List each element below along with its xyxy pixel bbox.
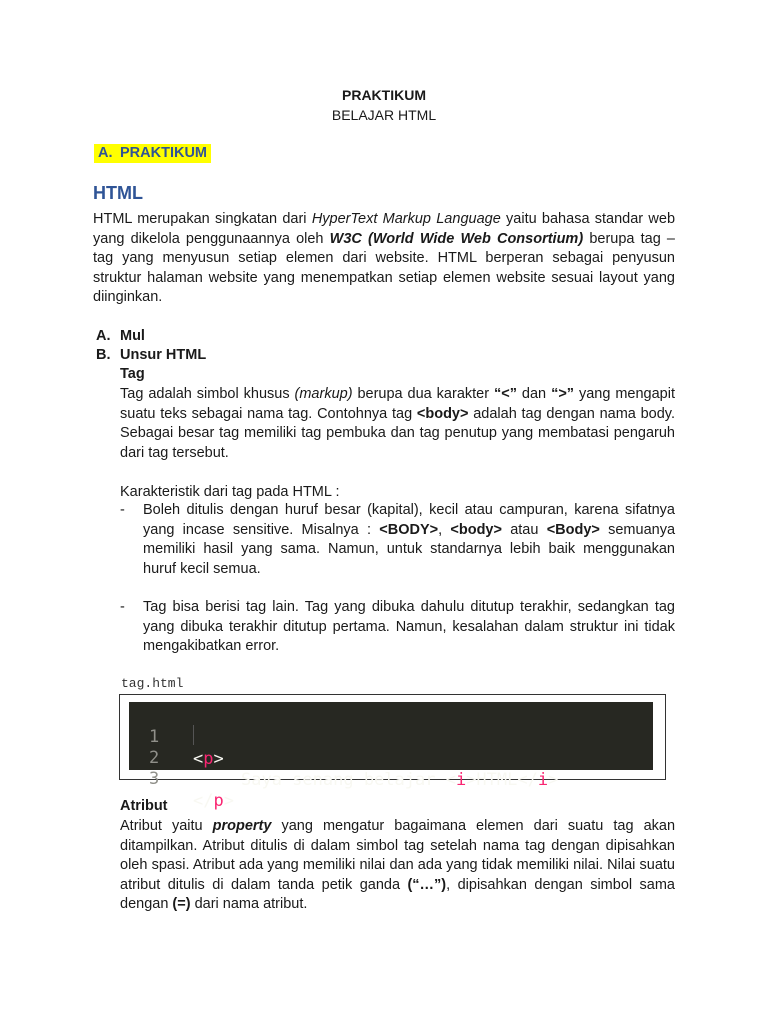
html-heading: HTML [93,183,143,203]
intro-text-1: HTML merupakan singkatan dari [93,211,312,227]
document-subtitle: BELAJAR HTML [331,107,437,123]
document-title: PRAKTIKUM [342,87,426,103]
section-heading-praktikum [94,144,211,163]
tag-gt-char: “>” [551,386,575,402]
item1-text-1: Boleh ditulis dengan huruf besar (kapital), kecil atau campuran, karena sifatnya yang incase sensitive. Misalnya : [143,502,675,538]
list-label: Mul [120,328,145,344]
list-letter: A. [96,328,111,344]
code-token: > [223,791,234,811]
list-letter: B. [96,347,111,363]
code-tag-name: i [455,770,467,790]
code-filename: tag.html [121,676,184,691]
characteristic-item-2 [120,598,675,658]
code-token: > [213,749,224,769]
tag-text-2: berupa dua karakter [352,386,495,402]
list-label: Unsur HTML [120,347,207,363]
characteristics-intro: Karakteristik dari tag pada HTML : [120,484,340,500]
code-tag-name: p [213,791,224,811]
line-number: 1 [149,727,160,747]
list-item-a [96,328,145,344]
code-line-1 [129,704,224,769]
bullet-dash: - [120,599,125,615]
list-item-b [96,347,206,363]
intro-text-2: yaitu bahasa standar web yang dikelola penggunaannya oleh [93,211,676,247]
attr-quote-example: (“…”) [407,876,447,893]
code-line-2 [129,725,559,790]
tag-text-3: dan [516,386,552,402]
code-token: Saya senang belajar < [241,770,456,790]
tag-body-example: <body> [416,405,469,422]
section-number: A. [98,145,113,161]
characteristic-item-1 [120,501,675,581]
item1-comma: , [438,521,451,538]
intro-w3c-term: W3C (World Wide Web Consortium) [329,230,584,247]
item1-lower-body: <body> [450,521,502,538]
item1-text-2: semuanya memiliki hasil yang sama. Namun, untuk standarnya lebih baik menggunakan huruf kecil semua. [143,521,676,577]
characteristic-text-1 [143,501,675,579]
code-text [241,769,558,791]
intro-paragraph [93,210,675,308]
attr-property-term: property [212,818,272,834]
attribute-paragraph [120,817,675,915]
code-tag-name: p [203,749,214,769]
characteristic-text-2: Tag bisa berisi tag lain. Tag yang dibuka dahulu ditutup terakhir, sedangkan tag yang dibuka terakhir ditutup pertama. Namun, kesalahan dalam struktur ini tidak mengakibatkan error. [143,599,675,654]
tag-heading: Tag [120,366,145,382]
tag-lt-char: “<” [494,386,517,402]
attr-text-1: Atribut yaitu [120,818,213,834]
attr-equals-example: (=) [172,896,191,912]
code-token: > [548,770,559,790]
code-token: </ [193,791,214,811]
code-text [193,790,234,812]
tag-text-5: adalah tag dengan nama body. Sebagai besar tag memiliki tag pembuka dan tag penutup yang membatasi pengaruh dari tag tersebut. [120,405,675,461]
item1-upper-body: <BODY> [379,521,439,538]
intro-text-3: berupa tag – tag yang menyusun setiap elemen dari website. HTML berperan sebagai penyusun struktur halaman website yang menempatkan setiap elemen website sesuai layout yang diinginkan. [93,230,675,305]
attr-text-2: yang mengatur bagaimana elemen dari suatu tag akan ditampilkan. Atribut ditulis di dalam simbol tag setelah nama tag dengan dipisahkan oleh spasi. Atribut ada yang memiliki nilai dan ada yang tidak memiliki nilai. Nilai suatu atribut ditulis di dalam tanda petik ganda [120,818,676,893]
tag-text-1: Tag adalah simbol khusus [120,386,295,402]
line-number: 3 [149,769,160,789]
tag-paragraph [120,385,675,463]
line-number: 2 [149,748,160,768]
tag-text-4: yang mengapit suatu teks sebagai nama tag. Contohnya tag [120,386,675,422]
section-label: PRAKTIKUM [120,145,207,161]
attr-text-4: dari nama atribut. [190,896,308,912]
attr-text-3: , dipisahkan dengan simbol sama dengan [120,876,675,912]
code-tag-name: i [537,770,549,790]
tag-markup-term: (markup) [294,386,353,402]
item1-mixed-body: <Body> [546,521,600,538]
item1-atau: atau [501,521,547,538]
bullet-dash: - [120,502,125,518]
attribute-heading: Atribut [120,798,168,814]
code-token: >HTML</ [466,770,538,790]
code-token: < [193,749,204,769]
intro-hypertext-term: HyperText Markup Language [311,211,501,227]
